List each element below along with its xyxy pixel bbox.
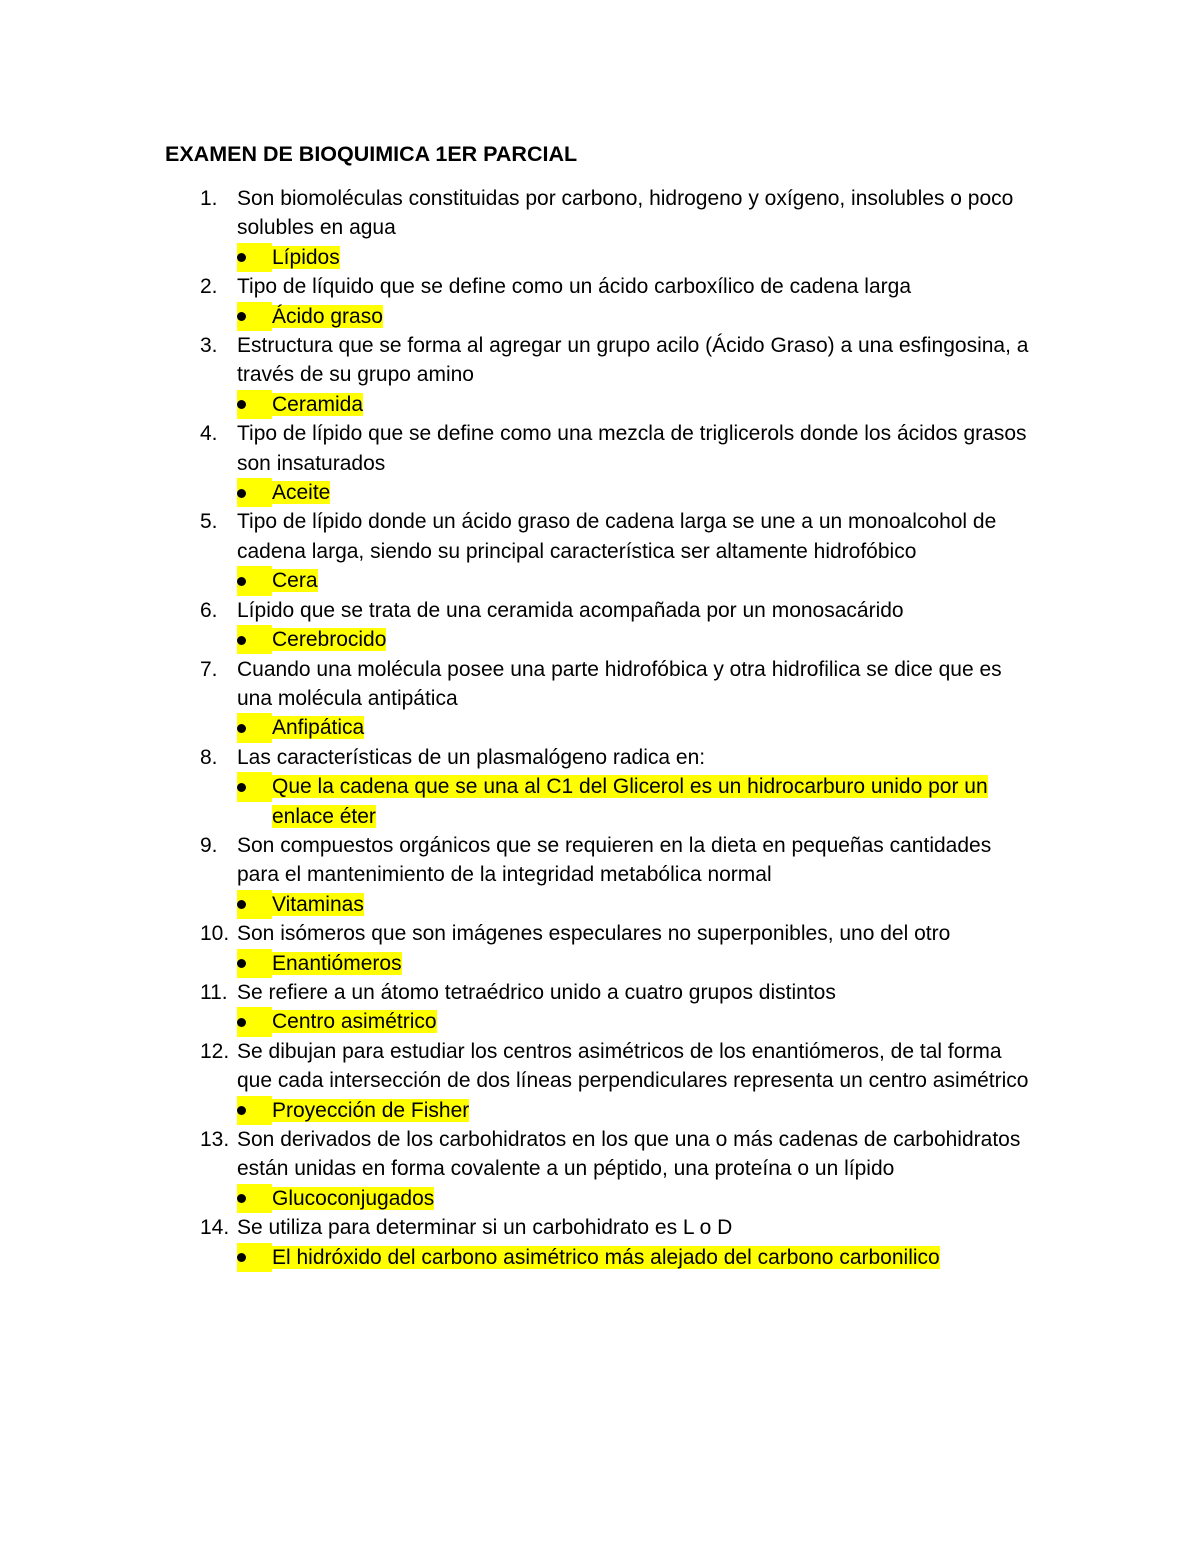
answer-text: Aceite: [272, 481, 331, 505]
answer: [237, 772, 1040, 831]
question-text: Tipo de líquido que se define como un ácido carboxílico de cadena larga: [237, 275, 911, 299]
question-number: 13.: [200, 1128, 230, 1151]
answer-text: El hidróxido del carbono asimétrico más alejado del carbono carbonilico: [272, 1245, 940, 1269]
bullet-icon: [237, 243, 272, 272]
bullet-icon: [237, 390, 272, 419]
question-number: 4.: [200, 422, 218, 446]
answer-text: Lípidos: [272, 245, 340, 269]
answer-text: Glucoconjugados: [272, 1186, 435, 1210]
answer: [237, 302, 1040, 331]
question-item: [200, 596, 1040, 655]
document-title: EXAMEN DE BIOQUIMICA 1ER PARCIAL: [165, 142, 578, 166]
bullet-icon: [237, 566, 272, 595]
question-text: Tipo de lípido que se define como una mezcla de triglicerols donde los ácidos grasos son insaturados: [237, 422, 1027, 475]
question-number: 9.: [200, 833, 218, 857]
bullet-icon: [237, 478, 272, 507]
question-text: Tipo de lípido donde un ácido graso de cadena larga se une a un monoalcohol de cadena larga, siendo su principal característica ser altamente hidrofóbico: [237, 510, 997, 563]
answer: [237, 713, 1040, 742]
answer-text: Cera: [272, 569, 318, 593]
question-text: Lípido que se trata de una ceramida acompañada por un monosacárido: [237, 598, 904, 622]
question-item: [200, 655, 1040, 743]
question-number: 11.: [200, 980, 228, 1004]
question-item: [200, 919, 1040, 978]
question-item: [200, 743, 1040, 831]
bullet-icon: [237, 713, 272, 742]
answer-text: Que la cadena que se una al C1 del Glicerol es un hidrocarburo unido por un enlace éter: [272, 775, 988, 828]
answer-text: Enantiómeros: [272, 951, 402, 975]
answer: [237, 243, 1040, 272]
question-text: Estructura que se forma al agregar un grupo acilo (Ácido Graso) a una esfingosina, a través de su grupo amino: [237, 334, 1029, 387]
bullet-icon: [237, 625, 272, 654]
question-number: 7.: [200, 657, 218, 681]
question-item: [200, 272, 1040, 331]
answer: [237, 890, 1040, 919]
question-list: [200, 184, 1040, 1272]
answer-text: Proyección de Fisher: [272, 1098, 470, 1122]
question-text: Son derivados de los carbohidratos en los que una o más cadenas de carbohidratos están unidas en forma covalente a un péptido, una proteína o un lípido: [237, 1128, 1021, 1181]
question-number: 1.: [200, 187, 218, 210]
question-number: 8.: [200, 745, 218, 769]
answer-text: Ácido graso: [272, 304, 383, 328]
bullet-icon: [237, 1243, 272, 1272]
question-item: [200, 1125, 1040, 1213]
question-item: [200, 1037, 1040, 1125]
bullet-icon: [237, 1007, 272, 1036]
question-text: Son compuestos orgánicos que se requieren en la dieta en pequeñas cantidades para el mantenimiento de la integridad metabólica normal: [237, 833, 992, 887]
answer-text: Centro asimétrico: [272, 1010, 437, 1034]
question-item: [200, 331, 1040, 419]
answer: [237, 1243, 1040, 1272]
question-text: Se utiliza para determinar si un carbohidrato es L o D: [237, 1216, 733, 1240]
answer-text: Anfipática: [272, 716, 365, 740]
question-text: Cuando una molécula posee una parte hidrofóbica y otra hidrofilica se dice que es una molécula antipática: [237, 657, 1002, 710]
answer: [237, 1096, 1040, 1125]
bullet-icon: [237, 1096, 272, 1125]
answer-text: Ceramida: [272, 392, 364, 416]
question-number: 3.: [200, 334, 218, 358]
question-item: [200, 419, 1040, 507]
question-item: [200, 1213, 1040, 1272]
answer-text: Cerebrocido: [272, 628, 387, 652]
answer: [237, 949, 1040, 978]
answer-text: Vitaminas: [272, 892, 364, 916]
question-number: 10.: [200, 922, 230, 946]
question-item: [200, 831, 1040, 919]
answer: [237, 625, 1040, 654]
question-text: Son isómeros que son imágenes especulares no superponibles, uno del otro: [237, 922, 951, 946]
bullet-icon: [237, 890, 272, 919]
question-text: Son biomoléculas constituidas por carbono, hidrogeno y oxígeno, insolubles o poco solubles en agua: [237, 187, 1014, 240]
bullet-icon: [237, 772, 272, 801]
question-number: 2.: [200, 275, 218, 299]
bullet-icon: [237, 949, 272, 978]
bullet-icon: [237, 1184, 272, 1213]
question-number: 14.: [200, 1216, 230, 1240]
answer: [237, 1007, 1040, 1036]
question-item: [200, 978, 1040, 1037]
question-item: [200, 507, 1040, 595]
question-number: 12.: [200, 1039, 230, 1063]
answer: [237, 566, 1040, 595]
question-item: [200, 184, 1040, 272]
bullet-icon: [237, 302, 272, 331]
answer: [237, 1184, 1040, 1213]
question-text: Las características de un plasmalógeno radica en:: [237, 745, 706, 769]
question-number: 5.: [200, 510, 218, 534]
question-number: 6.: [200, 598, 218, 622]
question-text: Se refiere a un átomo tetraédrico unido a cuatro grupos distintos: [237, 980, 836, 1004]
answer: [237, 478, 1040, 507]
question-text: Se dibujan para estudiar los centros asimétricos de los enantiómeros, de tal forma que cada intersección de dos líneas perpendiculares representa un centro asimétrico: [237, 1039, 1029, 1093]
answer: [237, 390, 1040, 419]
